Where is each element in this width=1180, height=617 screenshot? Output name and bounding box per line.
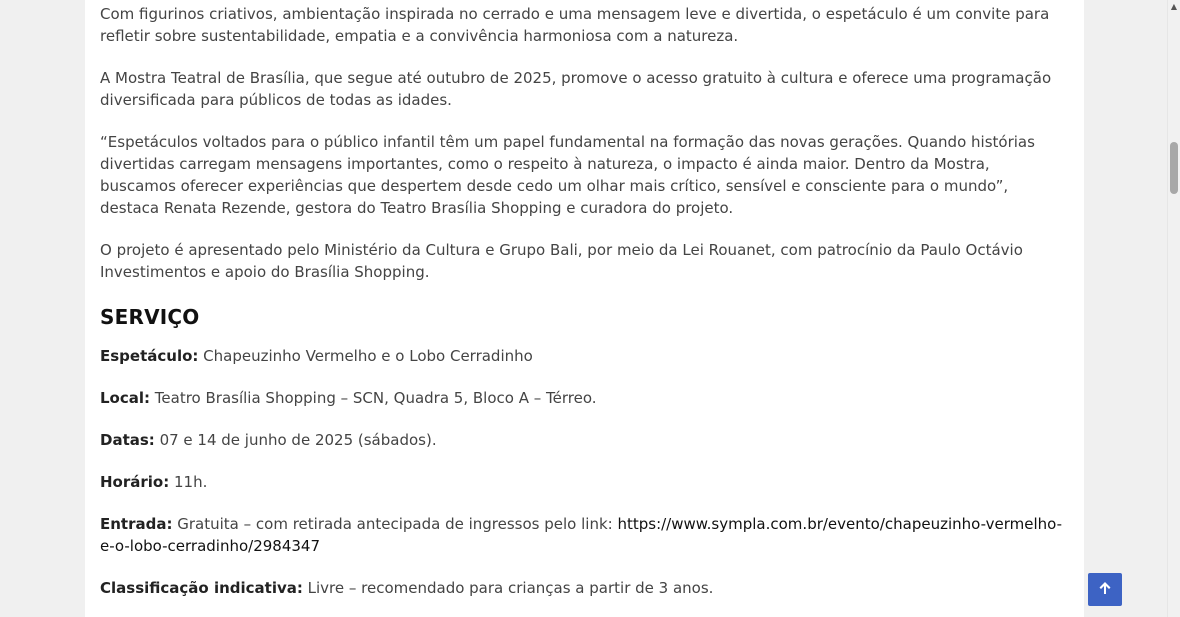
article-container <box>85 0 1084 617</box>
service-show-value: Chapeuzinho Vermelho e o Lobo Cerradinho <box>198 347 533 365</box>
article-body <box>100 3 1070 617</box>
article-paragraph-3: “Espetáculos voltados para o público infantil têm um papel fundamental na formação das novas gerações. Quando histórias divertidas carregam mensagens importantes, como o respeito à natureza, o impacto é ainda maior. Dentro da Mostra, buscamos oferecer experiências que despertem desde cedo um olhar mais crítico, sensível e consciente para o mundo”, destaca Renata Rezende, gestora do Teatro Brasília Shopping e curadora do projeto. <box>100 133 1035 217</box>
service-rating-label: Classificação indicativa: <box>100 579 303 597</box>
back-to-top-button[interactable] <box>1088 573 1122 606</box>
service-rating-value: Livre – recomendado para crianças a partir de 3 anos. <box>302 579 714 597</box>
article-paragraph-4: O projeto é apresentado pelo Ministério da Cultura e Grupo Bali, por meio da Lei Rouanet, com patrocínio da Paulo Octávio Investimentos e apoio do Brasília Shopping. <box>100 241 1023 281</box>
service-show <box>100 345 1070 367</box>
service-time <box>100 471 1070 493</box>
service-place <box>100 387 1070 409</box>
service-place-label: Local: <box>100 389 151 407</box>
service-rating <box>100 577 1070 599</box>
service-time-value: 11h. <box>169 473 208 491</box>
scroll-up-arrow-icon[interactable]: ▲ <box>1170 2 1178 11</box>
service-time-label: Horário: <box>100 473 170 491</box>
scrollbar-thumb[interactable] <box>1170 142 1178 194</box>
arrow-up-icon <box>1097 580 1113 600</box>
service-dates <box>100 429 1070 451</box>
article-paragraph-2: A Mostra Teatral de Brasília, que segue até outubro de 2025, promove o acesso gratuito à cultura e oferece uma programação diversificada para públicos de todas as idades. <box>100 69 1052 109</box>
vertical-scrollbar[interactable] <box>1167 0 1180 617</box>
service-show-label: Espetáculo: <box>100 347 199 365</box>
ticket-link[interactable]: https://www.sympla.com.br/evento/chapeuzinho-vermelho-e-o-lobo-cerradinho/2984347 <box>100 515 1062 555</box>
service-dates-label: Datas: <box>100 431 155 449</box>
service-entry-label: Entrada: <box>100 515 173 533</box>
service-dates-value: 07 e 14 de junho de 2025 (sábados). <box>154 431 437 449</box>
service-entry <box>100 513 1070 557</box>
article-paragraph-1: Com figurinos criativos, ambientação inspirada no cerrado e uma mensagem leve e divertida, o espetáculo é um convite para refletir sobre sustentabilidade, empatia e a convivência harmoniosa com a natureza. <box>100 5 1050 45</box>
service-heading: SERVIÇO <box>100 305 200 329</box>
service-entry-value: Gratuita – com retirada antecipada de ingressos pelo link: <box>172 515 618 533</box>
service-place-value: Teatro Brasília Shopping – SCN, Quadra 5, Bloco A – Térreo. <box>150 389 597 407</box>
